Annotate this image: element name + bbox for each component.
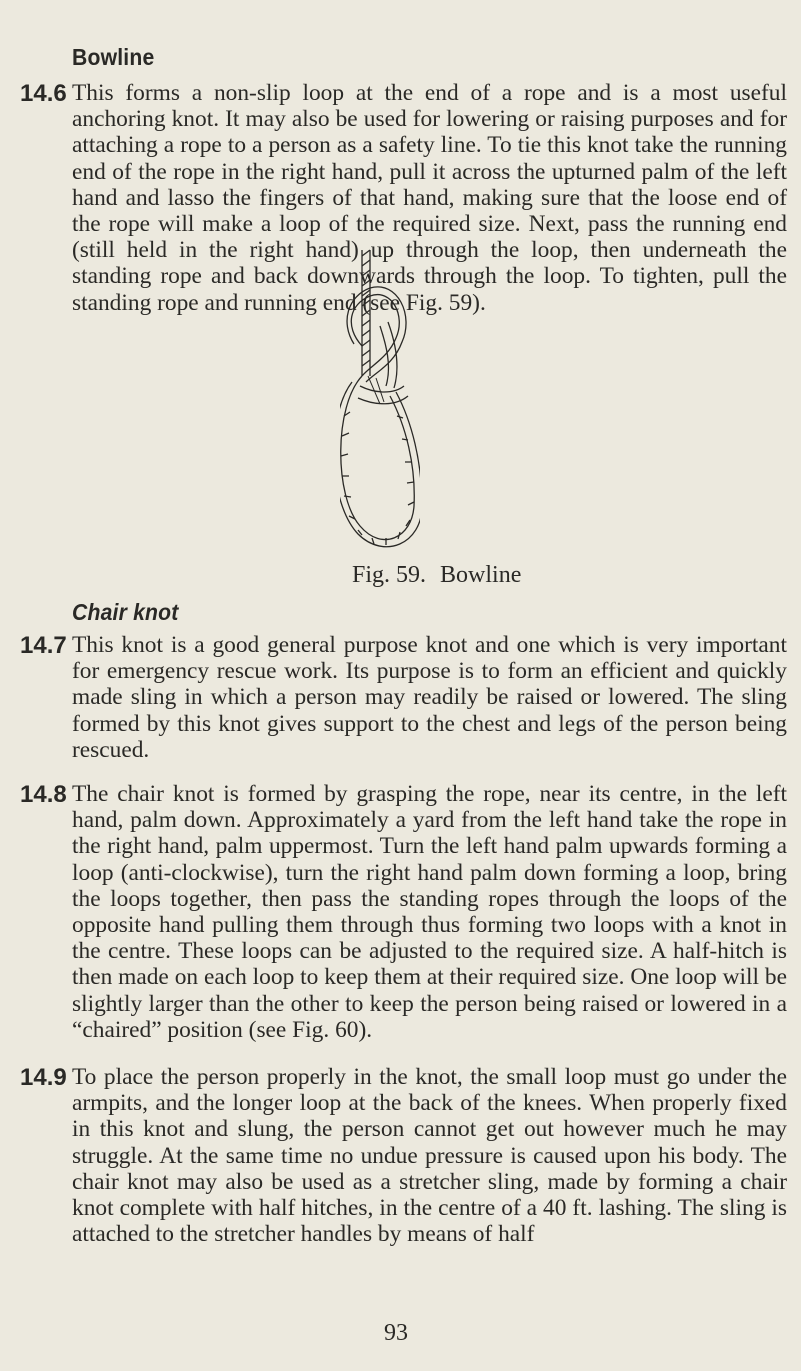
figure-title: Bowline [440, 562, 522, 588]
paragraph-number-14-8: 14.8 [20, 781, 67, 808]
paragraph-14-7: This knot is a good general purpose knot and one which is very important for emergency rescue work. Its purpose is to form an efficient and quickly made sling in which a person may readily be raised or lowered. The sling formed by this knot gives support to the chest and legs of the person being rescued. [72, 632, 787, 763]
page-number: 93 [384, 1320, 408, 1346]
figure-caption [352, 562, 521, 589]
section-heading-chair-knot: Chair knot [72, 599, 179, 625]
paragraph-14-9: To place the person properly in the knot, the small loop must go under the armpits, and the longer loop at the back of the knees. When properly fixed in this knot and slung, the person cannot get out however much he may struggle. At the same time no undue pressure is caused upon his body. The chair knot may also be used as a stretcher sling, made by forming a chair knot complete with half hitches, in the centre of a 40 ft. lashing. The sling is attached to the stretcher handles by means of half [72, 1064, 787, 1248]
paragraph-number-14-6: 14.6 [20, 80, 67, 107]
paragraph-number-14-9: 14.9 [20, 1064, 67, 1091]
paragraph-14-8: The chair knot is formed by grasping the rope, near its centre, in the left hand, palm down. Approximately a yard from the left hand take the rope in the right hand, palm uppermost. Turn the left hand palm upwards forming a loop (anti-clockwise), turn the right hand palm down forming a loop, bring the loops together, then pass the standing ropes through the loops of the opposite hand pulling them through thus forming two loops with a knot in the centre. These loops can be adjusted to the required size. A half-hitch is then made on each loop to keep them at their required size. One loop will be slightly larger than the other to keep the person being raised or lowered in a “chaired” position (see Fig. 60). [72, 781, 787, 1043]
paragraph-number-14-7: 14.7 [20, 632, 67, 659]
bowline-knot-illustration [340, 226, 420, 566]
figure-label: Fig. 59. [352, 562, 427, 588]
section-heading-bowline: Bowline [72, 44, 155, 70]
paragraph-14-6: This forms a non-slip loop at the end of a rope and is a most useful anchoring knot. It may also be used for lowering or raising purposes and for attaching a rope to a person as a safety line. To tie this knot take the running end of the rope in the right hand, pull it across the upturned palm of the left hand and lasso the fingers of that hand, making sure that the loose end of the rope will make a loop of the required size. Next, pass the running end (still held in the right hand) up through the loop, then underneath the standing rope and back downwards through the loop. To tighten, pull the standing rope and running end (see Fig. 59). [72, 80, 787, 316]
